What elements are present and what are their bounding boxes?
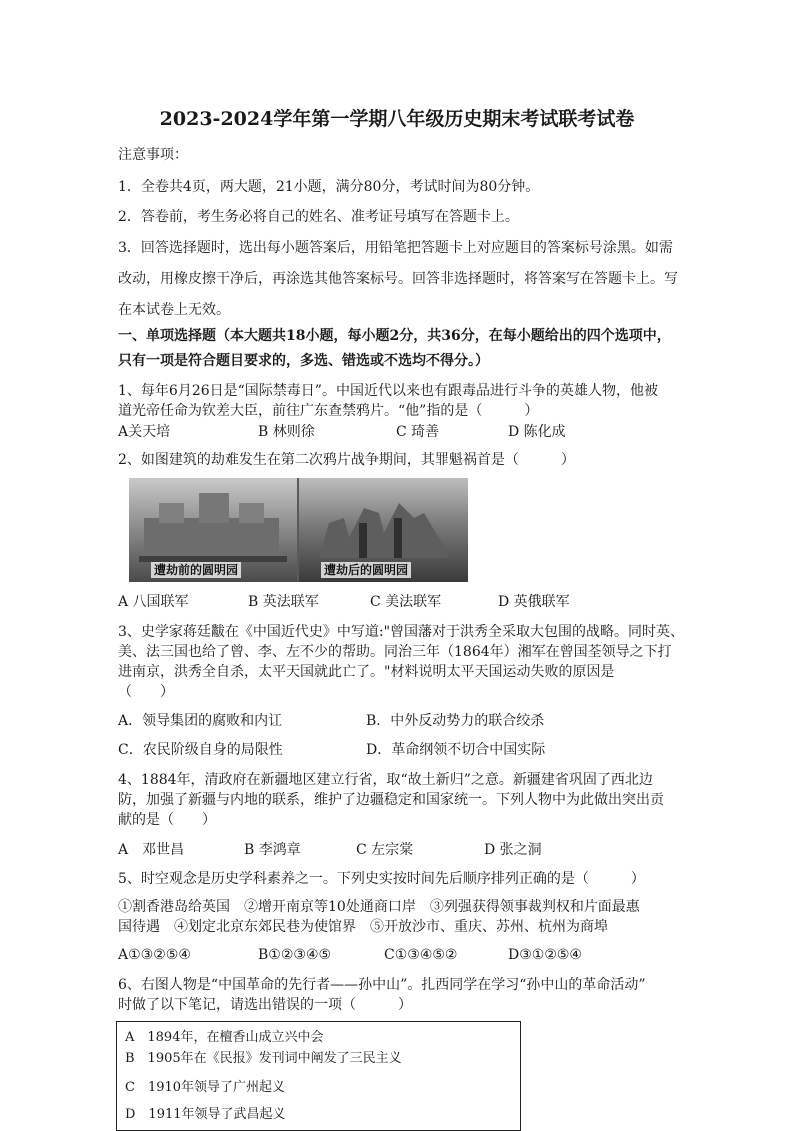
yuanmingyuan-photo (129, 478, 468, 582)
q5-option-d: D③①②⑤④ (508, 947, 582, 963)
q3-option-c: C．农民阶级自身的局限性 (118, 742, 283, 758)
notice-item-3-line-1: 3．回答选择题时，选出每小题答案后，用铅笔把答题卡上对应题目的答案标号涂黑。如需 (118, 240, 673, 256)
q3-stem-line-4: （ ） (118, 684, 174, 700)
section-1-heading-line-1: 一、单项选择题（本大题共18小题，每小题2分，共36分，在每小题给出的四个选项中， (118, 328, 671, 344)
yuanmingyuan-before-image (129, 478, 297, 582)
q5-items-line-2: 国待遇 ④划定北京东郊民巷为使馆界 ⑤开放沙市、重庆、苏州、杭州为商埠 (118, 919, 608, 935)
q2-option-c: C 美法联军 (370, 594, 442, 610)
notice-item-1: 1．全卷共4页，两大题，21小题，满分80分，考试时间为80分钟。 (118, 179, 540, 195)
notice-heading: 注意事项： (118, 147, 188, 163)
q6-stem-line-1: 6、右图人物是“中国革命的先行者——孙中山”。扎西同学在学习“孙中山的革命活动” (118, 977, 646, 993)
q4-stem-line-3: 献的是（ ） (118, 812, 216, 828)
notice-item-3-line-2: 改动，用橡皮擦干净后，再涂选其他答案标号。回答非选择题时，将答案写在答题卡上。写 (118, 271, 678, 287)
q5-option-a: A①③②⑤④ (118, 947, 191, 963)
q4-option-c: C 左宗棠 (356, 842, 414, 858)
q5-option-b: B①②③④⑤ (258, 947, 332, 963)
q5-option-c: C①③④⑤② (384, 947, 458, 963)
q6-option-c: C 1910年领导了广州起义 (125, 1080, 286, 1095)
image-caption-after: 遭劫后的圆明园 (321, 562, 411, 578)
q3-stem-line-2: 美、法三国也给了曾、李、左不少的帮助。同治三年（1864年）湘军在曾国荃领导之下打 (118, 644, 672, 660)
q3-option-a: A．领导集团的腐败和内讧 (118, 713, 283, 729)
q3-option-d: D．革命纲领不切合中国实际 (366, 742, 546, 758)
image-caption-before: 遭劫前的圆明园 (151, 562, 241, 578)
q1-stem-line-2: 道光帝任命为钦差大臣，前往广东查禁鸦片。“他”指的是（ ） (118, 403, 539, 419)
q1-option-a: A关天培 (118, 424, 171, 440)
q4-option-b: B 李鸿章 (244, 842, 301, 858)
q6-option-d: D 1911年领导了武昌起义 (125, 1107, 286, 1122)
section-1-heading-line-2: 只有一项是符合题目要求的，多选、错选或不选均不得分。） (118, 353, 489, 369)
q5-items-line-1: ①割香港岛给英国 ②增开南京等10处通商口岸 ③列强获得领事裁判权和片面最惠 (118, 899, 640, 915)
q2-option-a: A 八国联军 (118, 594, 189, 610)
q3-option-b: B．中外反动势力的联合绞杀 (366, 713, 545, 729)
q4-option-a: A 邓世昌 (118, 842, 185, 858)
q4-stem-line-1: 4、1884年，清政府在新疆地区建立行省，取“故土新归”之意。新疆建省巩固了西北边 (118, 772, 653, 788)
q1-option-d: D 陈化成 (508, 424, 566, 440)
q2-option-b: B 英法联军 (248, 594, 319, 610)
notice-item-2: 2．答卷前，考生务必将自己的姓名、准考证号填写在答题卡上。 (118, 209, 519, 225)
q3-stem-line-1: 3、史学家蒋廷黻在《中国近代史》中写道:"曾国藩对于洪秀全采取大包围的战略。同时英、 (118, 624, 685, 640)
q1-option-b: B 林则徐 (258, 424, 315, 440)
yuanmingyuan-after-image (299, 478, 468, 582)
q2-option-d: D 英俄联军 (498, 594, 570, 610)
q5-stem: 5、时空观念是历史学科素养之一。下列史实按时间先后顺序排列正确的是（ ） (118, 871, 645, 887)
q4-option-d: D 张之洞 (484, 842, 542, 858)
q3-stem-line-3: 进南京，洪秀全自杀，太平天国就此亡了。"材料说明太平天国运动失败的原因是 (118, 664, 615, 680)
q2-stem: 2、如图建筑的劫难发生在第二次鸦片战争期间，其罪魁祸首是（ ） (118, 452, 575, 468)
q6-option-a: A 1894年，在檀香山成立兴中会 (125, 1030, 324, 1045)
page-title: 2023-2024学年第一学期八年级历史期末考试联考试卷 (159, 108, 635, 130)
q4-stem-line-2: 防，加强了新疆与内地的联系，维护了边疆稳定和国家统一。下列人物中为此做出突出贡 (118, 792, 664, 808)
notice-item-3-line-3: 在本试卷上无效。 (118, 302, 230, 318)
q6-option-b: B 1905年在《民报》发刊词中阐发了三民主义 (125, 1051, 402, 1066)
q1-stem-line-1: 1、每年6月26日是“国际禁毒日”。中国近代以来也有跟毒品进行斗争的英雄人物，他被 (118, 383, 658, 399)
q6-stem-line-2: 时做了以下笔记，请选出错误的一项（ ） (118, 997, 412, 1013)
q1-option-c: C 琦善 (396, 424, 440, 440)
